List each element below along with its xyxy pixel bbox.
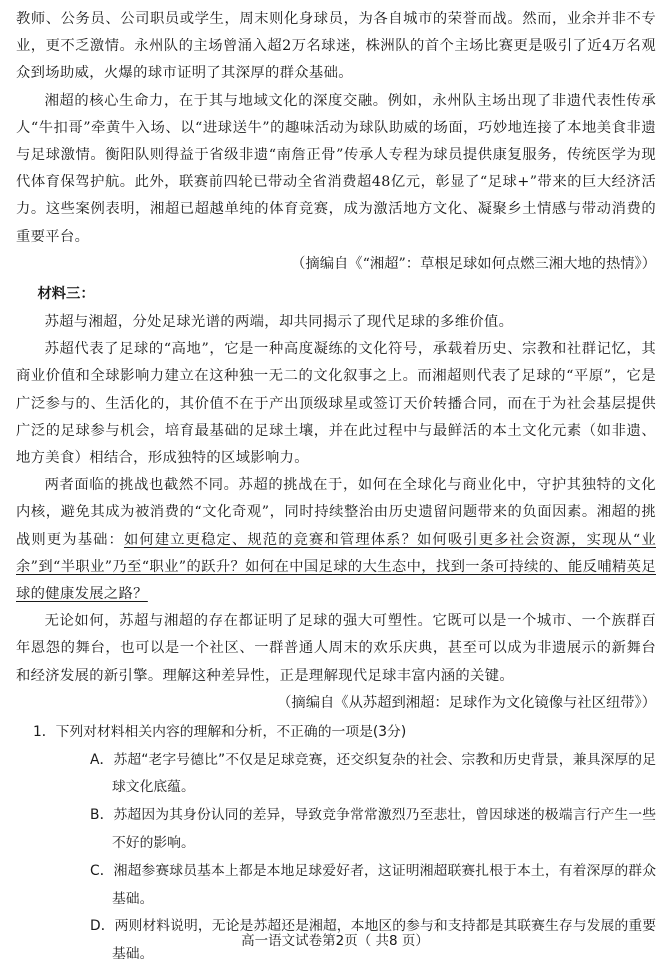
material3-paragraph-2: 苏超代表了足球的“高地”，它是一种高度凝练的文化符号，承载着历史、宗教和社群记忆，其商业价值和全球影响力建立在这种独一无二的文化叙事之上。而湘超则代表了足球的“平原”，它是广泛参与的、生活化的，其价值不在于产出顶级球星或签订天价转播合同，而在于为社会基层提供广泛的足球参与机会，培育最基础的足球土壤，并在此过程中与最鲜活的本土文化元素（如非遗、地方美食）相结合，形成独特的区域影响力。 xyxy=(16,341,656,467)
material3-paragraph-1: 苏超与湘超，分处足球光谱的两端，却共同揭示了现代足球的多维价值。 xyxy=(44,314,514,331)
material3-source: （摘编自《从苏超到湘超：足球作为文化镜像与社区纽带》） xyxy=(277,694,656,711)
question-1-option-b: B．苏超因为其身份认同的差异，导致竞争常常激烈乃至悲壮，曾因球迷的极端言行产生一些不好的影响。 xyxy=(90,807,656,851)
material2-source: （摘编自《“湘超”：草根足球如何点燃三湘大地的热情》） xyxy=(291,255,656,272)
question-1-option-c: C．湘超参赛球员基本上都是本地足球爱好者，这证明湘超联赛扎根于本土，有着深厚的群众基础。 xyxy=(90,862,656,907)
material2-paragraph-tail: 教师、公务员、公司职员或学生，周末则化身球员，为各自城市的荣誉而战。然而，业余并非不专业，更不乏激情。永州队的主场曾涌入超2万名球迷，株洲队的首个主场比赛更是吸引了近4万名观众到场助威，火爆的球市证明了其深厚的群众基础。 xyxy=(16,11,656,82)
question-1-option-d: D．两则材料说明，无论是苏超还是湘超，本地区的参与和支持都是其联赛生存与发展的重要基础。 xyxy=(90,918,656,963)
material3-paragraph-4: 无论如何，苏超与湘超的存在都证明了足球的强大可塑性。它既可以是一个城市、一个族群百年恩怨的舞台，也可以是一个社区、一群普通人周末的欢乐庆典，甚至可以成为非遗展示的新舞台和经济发展的新引擎。理解这种差异性，正是理解现代足球丰富内涵的关键。 xyxy=(16,613,656,684)
page-footer: 高一语文试卷第2页（ 共8 页） xyxy=(241,933,429,949)
material2-paragraph: 湘超的核心生命力，在于其与地域文化的深度交融。例如，永州队主场出现了非遗代表性传承人“牛扣哥”牵黄牛入场、以“进球送牛”的趣味活动为球队助威的场面，巧妙地连接了本地美食非遗与足球激情。衡阳队则得益于省级非遗“南詹正骨”传承人专程为球员提供康复服务，传统医学为现代体育保驾护航。此外，联赛前四轮已带动全省消费超48亿元，彰显了“足球+”带来的巨大经济活力。这些案例表明，湘超已超越单纯的体育竞赛，成为激活地方文化、凝聚乡土情感与带动消费的重要平台。 xyxy=(16,92,656,245)
material3-heading: 材料三： xyxy=(37,286,95,303)
paragraph-3-plain-text: 两者面临的挑战也截然不同。苏超的挑战在于，如何在全球化与商业化中，守护其独特的文化内核，避免其成为被消费的“文化奇观”，同时持续整治由历史遗留问题带来的负面因素。湘超的挑战则更为基础： xyxy=(16,477,656,548)
underlined-questions-text: 如何建立更稳定、规范的竞赛和管理体系？如何吸引更多社会资源，实现从“业余”到“半职业”乃至“职业”的跃升？如何在中国足球的大生态中，找到一条可持续的、能反哺精英足球的健康发展之路？ xyxy=(16,531,656,603)
question-1-option-a: A．苏超“老字号德比”不仅是足球竞赛，还交织复杂的社会、宗教和历史背景，兼具深厚的足球文化底蕴。 xyxy=(90,751,656,796)
material3-paragraph-3 xyxy=(16,472,656,608)
question-1-stem: 1．下列对材料相关内容的理解和分析，不正确的一项是(3分) xyxy=(33,724,407,741)
